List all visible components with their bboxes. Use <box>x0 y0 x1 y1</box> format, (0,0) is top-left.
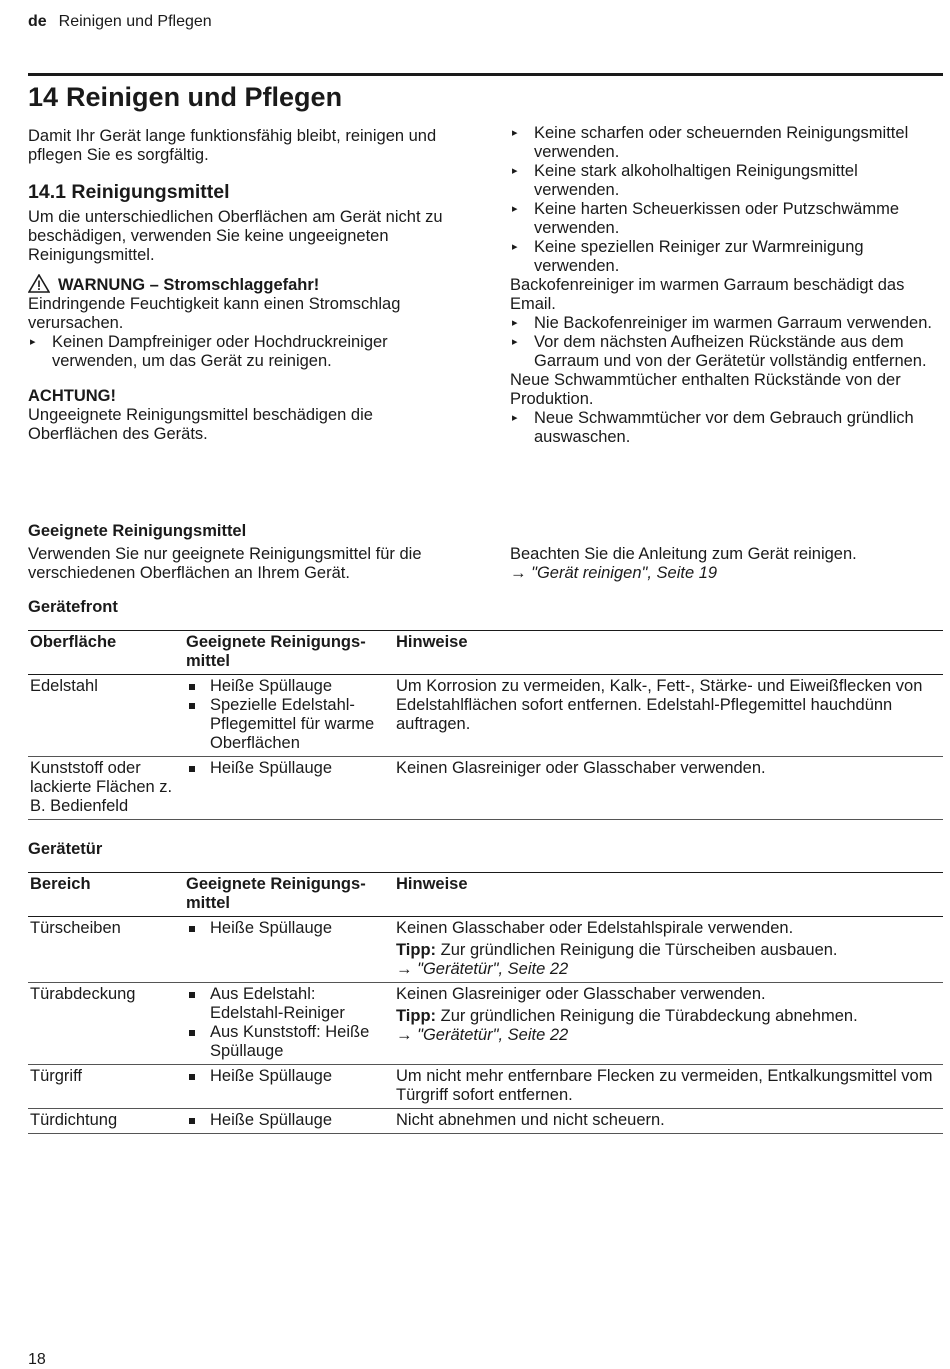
tip-text <box>396 941 941 960</box>
column-header: Hinweise <box>396 633 468 651</box>
list-item: ▸ Vor dem nächsten Aufheizen Rückstände aus dem Garraum und von der Gerätetür vollständig entfernen. <box>510 333 942 371</box>
list-item: ▸ Neue Schwammtücher vor dem Gebrauch gründlich auswaschen. <box>510 409 942 447</box>
list-item: Heiße Spüllauge <box>186 677 392 696</box>
table-cell: Türgriff <box>30 1067 82 1085</box>
table-row <box>28 917 943 983</box>
door-table <box>28 872 943 1134</box>
front-table <box>28 630 943 820</box>
chapter-number: 14 <box>28 82 59 112</box>
warning-title-text: WARNUNG – Stromschlaggefahr! <box>58 276 320 294</box>
front-title: Gerätefront <box>28 598 118 616</box>
table-cell <box>184 917 394 983</box>
column-header: Hinweise <box>396 875 468 893</box>
table-cell: Um Korrosion zu vermeiden, Kalk-, Fett-, Stärke- und Eiweißflecken von Edelstahlflächen sofort entfernen. Edelstahl-Pflegemittel hauchdünn auftragen. <box>396 677 923 733</box>
table-cell: Türdichtung <box>30 1111 118 1129</box>
suitable-title: Geeignete Reinigungsmittel <box>28 522 247 540</box>
table-row <box>28 1109 943 1134</box>
table-cell <box>184 757 394 820</box>
table-cell: Um nicht mehr entfernbare Flecken zu vermeiden, Entkalkungsmittel vom Türgriff sofort entfernen. <box>396 1067 933 1104</box>
table-cell <box>184 1109 394 1134</box>
list-item: Aus Edelstahl: Edelstahl-Reiniger <box>186 985 392 1023</box>
cross-ref-link[interactable]: → "Gerätetür", Seite 22 <box>396 1026 569 1044</box>
table-cell <box>184 983 394 1065</box>
header-rule <box>28 73 943 76</box>
table-row <box>28 1065 943 1109</box>
suitable-note: Beachten Sie die Anleitung zum Gerät reinigen. <box>510 545 857 563</box>
cross-ref-link[interactable]: → "Gerätetür", Seite 22 <box>396 960 569 978</box>
table-cell: Keinen Glasreiniger oder Glasschaber verwenden. <box>396 759 766 777</box>
list-item: Heiße Spüllauge <box>186 1111 392 1130</box>
list-item: ▸ Keine harten Scheuerkissen oder Putzschwämme verwenden. <box>510 200 942 238</box>
running-header <box>28 12 212 31</box>
list-item: Aus Kunststoff: Heiße Spüllauge <box>186 1023 392 1061</box>
intro-text: Damit Ihr Gerät lange funktionsfähig bleibt, reinigen und pflegen Sie es sorgfältig. <box>28 127 437 164</box>
table-cell: Türabdeckung <box>30 985 136 1003</box>
list-item: Heiße Spüllauge <box>186 1067 392 1086</box>
column-header: Geeignete Reinigungs-mittel <box>186 875 366 912</box>
oven-cleaner-text: Backofenreiniger im warmen Garraum beschädigt das Email. <box>510 276 905 313</box>
chapter-title-text: Reinigen und Pflegen <box>66 82 343 112</box>
table-row <box>28 757 943 820</box>
page-number: 18 <box>28 1351 46 1368</box>
list-item: Heiße Spüllauge <box>186 759 392 778</box>
table-row <box>28 675 943 757</box>
table-header-row <box>28 631 943 675</box>
suitable-block <box>28 522 458 583</box>
list-item: ▸ Keine stark alkoholhaltigen Reinigungsmittel verwenden. <box>510 162 942 200</box>
table-cell: Nicht abnehmen und nicht scheuern. <box>396 1111 665 1129</box>
table-cell: Türscheiben <box>30 919 121 937</box>
suitable-text: Verwenden Sie nur geeignete Reinigungsmittel für die verschiedenen Oberflächen an Ihrem Gerät. <box>28 545 422 582</box>
column-header: Geeignete Reinigungs-mittel <box>186 633 366 670</box>
tip-label: Tipp: <box>396 941 437 959</box>
door-title: Gerätetür <box>28 840 103 858</box>
right-column <box>510 124 942 447</box>
suitable-link[interactable]: → "Gerät reinigen", Seite 19 <box>510 564 718 582</box>
sponge-text: Neue Schwammtücher enthalten Rückstände von der Produktion. <box>510 371 901 408</box>
list-item: ▸ Nie Backofenreiniger im warmen Garraum verwenden. <box>510 314 942 333</box>
column-header: Bereich <box>30 875 91 893</box>
note-text: Keinen Glasreiniger oder Glasschaber verwenden. <box>396 985 766 1003</box>
table-header-row <box>28 873 943 917</box>
header-title: Reinigen und Pflegen <box>58 13 212 30</box>
tip-label: Tipp: <box>396 1007 437 1025</box>
section-title: 14.1 Reinigungsmittel <box>28 181 230 203</box>
tip-text <box>396 1007 941 1026</box>
table-cell <box>394 917 943 983</box>
column-header: Oberfläche <box>30 633 117 651</box>
list-item: ▸ Keine speziellen Reiniger zur Warmreinigung verwenden. <box>510 238 942 276</box>
warning-bullet: ▸ Keinen Dampfreiniger oder Hochdruckreiniger verwenden, um das Gerät zu reinigen. <box>28 333 458 371</box>
language-code: de <box>28 13 47 30</box>
suitable-note-block <box>510 545 940 583</box>
table-cell <box>394 983 943 1065</box>
caution-text: Ungeeignete Reinigungsmittel beschädigen die Oberflächen des Geräts. <box>28 406 373 443</box>
list-item: Heiße Spüllauge <box>186 919 392 938</box>
table-cell: Edelstahl <box>30 677 98 695</box>
note-text: Keinen Glasschaber oder Edelstahlspirale verwenden. <box>396 919 794 937</box>
chapter-title <box>28 82 342 112</box>
tip-body: Zur gründlichen Reinigung die Türscheiben ausbauen. <box>440 941 838 959</box>
tip-body: Zur gründlichen Reinigung die Türabdeckung abnehmen. <box>440 1007 858 1025</box>
left-column <box>28 127 458 444</box>
list-item: Spezielle Edelstahl-Pflegemittel für warme Oberflächen <box>186 696 392 753</box>
table-cell <box>184 675 394 757</box>
warning-title <box>28 274 458 295</box>
caution-title: ACHTUNG! <box>28 387 116 405</box>
list-item: ▸ Keine scharfen oder scheuernden Reinigungsmittel verwenden. <box>510 124 942 162</box>
table-cell <box>184 1065 394 1109</box>
table-cell: Kunststoff oder lackierte Flächen z. B. Bedienfeld <box>30 759 173 815</box>
warning-text: Eindringende Feuchtigkeit kann einen Stromschlag verursachen. <box>28 295 401 332</box>
warning-icon <box>28 274 50 293</box>
table-row <box>28 983 943 1065</box>
section-text: Um die unterschiedlichen Oberflächen am Gerät nicht zu beschädigen, verwenden Sie keine ungeeigneten Reinigungsmittel. <box>28 208 443 264</box>
